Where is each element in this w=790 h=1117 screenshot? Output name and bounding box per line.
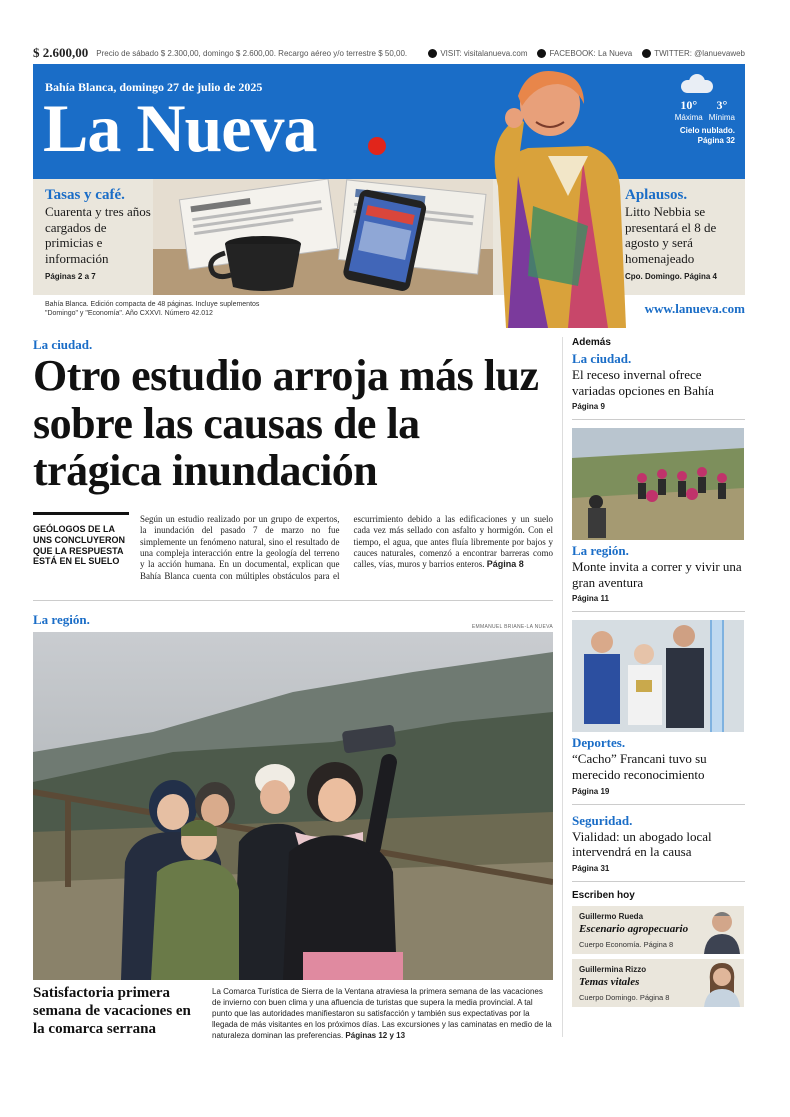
chat-icon — [428, 49, 437, 58]
cover-price: $ 2.600,00 — [33, 45, 89, 60]
temp-max: 10° Máxima — [674, 98, 703, 122]
promo-right-text: Litto Nebbia se presentará el 8 de agosto y será homenajeado — [625, 204, 717, 266]
issue-date: Bahía Blanca, domingo 27 de julio de 2025 — [45, 80, 263, 94]
twitter-icon — [642, 49, 651, 58]
sidebar-item[interactable]: La ciudad. El receso invernal ofrece variadas opciones en Bahía Página 9 — [572, 351, 714, 412]
litto-nebbia-photo — [488, 66, 628, 328]
award-ceremony-photo — [572, 620, 744, 732]
promo-left-pages: Páginas 2 a 7 — [45, 272, 96, 282]
price-note: Precio de sábado $ 2.300,00, domingo $ 2.600,00. Recargo aéreo y/o terrestre $ 50,00. — [96, 48, 408, 58]
runners-photo — [572, 428, 744, 540]
promo-right-pages: Cpo. Domingo. Página 4 — [625, 272, 718, 282]
divider — [572, 611, 745, 612]
sidebar — [572, 337, 745, 1007]
top-strip — [33, 44, 745, 62]
divider — [572, 804, 745, 805]
newspaper-logo[interactable]: La Nueva — [43, 90, 317, 166]
masthead — [33, 64, 745, 179]
family-selfie-photo[interactable] — [33, 632, 553, 980]
sidebar-item[interactable]: Seguridad. Vialidad: un abogado local intervendrá en la causa Página 31 — [572, 812, 712, 873]
promo-left-kicker: Tasas y café. — [45, 187, 125, 203]
promo-right-kicker: Aplausos. — [625, 187, 688, 203]
photo-credit: EMMANUEL BRIANE-LA NUEVA — [471, 624, 553, 630]
divider — [33, 600, 553, 601]
promo-left-text: Cuarenta y tres años cargados de primicias e información — [45, 204, 151, 266]
edition-info: Bahía Blanca. Edición compacta de 48 páginas. Incluye suplementos "Domingo" y "Economía". Año CXXVI. Número 42.012 — [45, 301, 260, 318]
region-story-pages[interactable]: Páginas 12 y 13 — [345, 1031, 406, 1041]
visit-link[interactable]: VISIT: visitalanueva.com — [428, 49, 527, 58]
newspaper-coffee-photo — [153, 179, 493, 295]
logo-red-dot — [368, 137, 386, 155]
sidebar-title: Además — [572, 337, 611, 348]
cloud-icon — [677, 74, 717, 94]
sky-forecast: Cielo nublado. Página 32 — [679, 126, 735, 145]
promo-left[interactable] — [45, 187, 155, 281]
sidebar-item[interactable]: Deportes. “Cacho” Francani tuvo su merecido reconocimiento Página 19 — [572, 735, 707, 796]
deck-rule — [33, 512, 129, 515]
main-story-kicker: La ciudad. — [33, 337, 93, 352]
weather-box — [650, 74, 735, 145]
facebook-icon — [537, 49, 546, 58]
region-story-kicker: La región. — [33, 612, 90, 627]
facebook-link[interactable]: FACEBOOK: La Nueva — [537, 49, 632, 58]
region-story-body: La Comarca Turística de Sierra de la Ventana atraviesa la primera semana de las vacaciones de invierno con buen clima y una afluencia de turistas que supera la media provincial. A tal punto que las autoridades manifiestaron su satisfacción y también sus expectativas por la llegada de más visitantes en los próximos días. Las excursiones y las caminatas en medio de la naturaleza dominan las preferencias. Páginas 12 y 13 — [212, 987, 552, 1041]
main-story-page[interactable]: Página 8 — [486, 559, 524, 570]
website-link[interactable]: www.lanueva.com — [644, 301, 745, 316]
sidebar-item[interactable]: La región. Monte invita a correr y vivir una gran aventura Página 11 — [572, 543, 742, 604]
promo-band — [33, 179, 745, 295]
divider — [572, 419, 745, 420]
columnist-portrait — [702, 908, 742, 954]
promo-right[interactable] — [625, 187, 740, 281]
main-story-body: Según un estudio realizado por un grupo de expertos, la inundación del pasado 7 de marzo no fue simplemente un fenómeno natural, sino el resultado de una compleja interacción entre la geología del terreno y la acción humana. En un documental, explican que Bahía Blanca cuenta con múltiples obstáculos para el escurrimiento debido a las edificaciones y un suelo cada vez más sellado con asfalto y hormigón. Con el tiempo, el agua, que antes fluía libremente por bajos y cauces naturales, comenzó a encontrar barreras como calles, vías, muros y barrios enteros. Página 8 — [140, 514, 553, 581]
divider — [572, 881, 745, 882]
main-deck: GEÓLOGOS DE LA UNS CONCLUYERON QUE LA RESPUESTA ESTÁ EN EL SUELO — [33, 524, 126, 567]
columnist-portrait — [702, 961, 742, 1007]
columnist-card[interactable]: Guillermo Rueda Escenario agropecuario Cuerpo Economía. Página 8 — [572, 906, 744, 954]
region-headline[interactable]: Satisfactoria primera semana de vacaciones en la comarca serrana — [33, 985, 191, 1037]
columnist-card[interactable]: Guillermina Rizzo Temas vitales Cuerpo Domingo. Página 8 — [572, 959, 744, 1007]
social-links — [428, 49, 745, 58]
column-divider — [562, 337, 563, 1037]
temp-min: 3° Mínima — [708, 98, 735, 122]
twitter-link[interactable]: TWITTER: @lanuevaweb — [642, 49, 745, 58]
main-headline[interactable]: Otro estudio arroja más luz sobre las causas de la trágica inundación — [33, 351, 539, 496]
columnists-title: Escriben hoy — [572, 889, 635, 901]
